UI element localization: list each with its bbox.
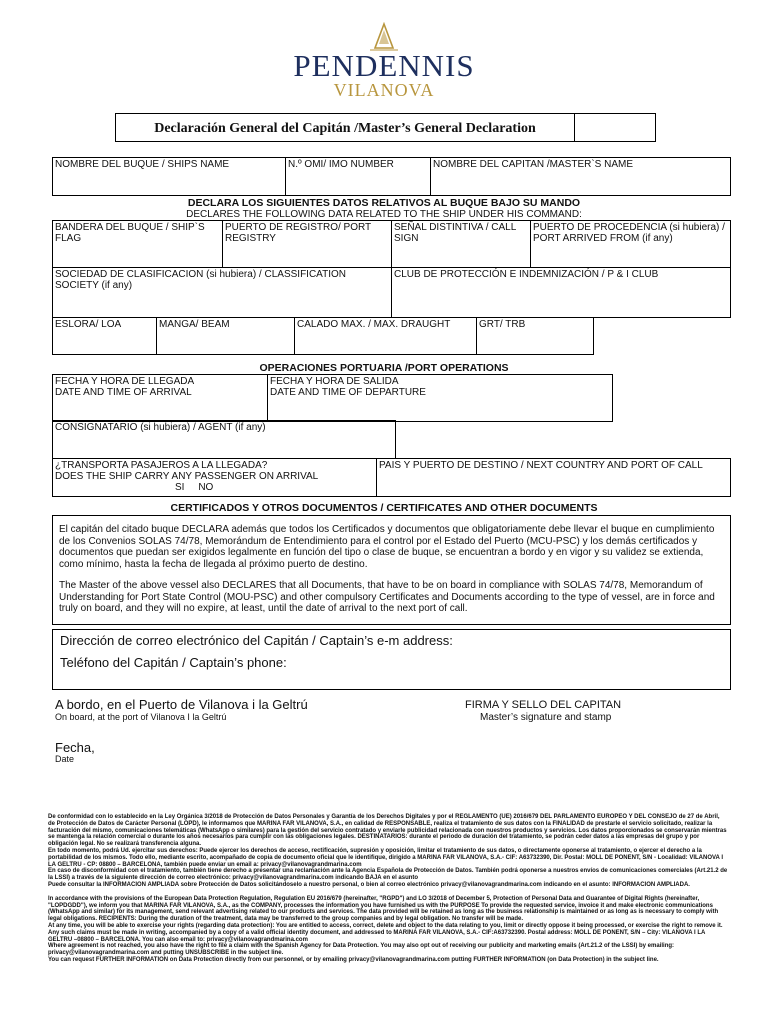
legal-paragraph: Where agreement is not reached, you also have the right to file a claim with the Spanish Agency for Data Protection. You may also opt out of receiving our publicity and marketing emails (Art.21.2 of the LSSI) by emailing: privacy@vilanovagrandmarina.com and putting UNSUBSCRIBE in the subject line.: [48, 943, 675, 957]
brand-sub: VILANOVA: [333, 80, 435, 100]
agent-field[interactable]: CONSIGNATARIO (si hubiera) / AGENT (if any): [52, 420, 396, 459]
flag-field[interactable]: BANDERA DEL BUQUE / SHIP`S FLAG: [52, 220, 223, 268]
legal-paragraph: Puede consultar la INFORMACION AMPLIADA sobre Protección de Datos solicitándoselo a nuestro personal, o bien al correo electrónico privacy@vilanovagrandmarina.com indicando en el asunto: INFORMACION AMPLIADA.: [48, 881, 690, 888]
contact-box: [52, 629, 731, 690]
legal-paragraph: En caso de disconformidad con el tratamiento, también tiene derecho a presentar una reclamación ante la Agencia Española de Protección de Datos. También podrá oponerse a nuestros envíos de comunicaciones comerciales (Art.21.2 de la LSSI) a través de la siguiente dirección de correo electrónico: privacy@vilanovagrandmarina.com indicando BAJA en el asunto: [48, 868, 728, 882]
page-title: Declaración General del Capitán /Master’s General Declaration: [115, 113, 575, 142]
ship-name-field[interactable]: NOMBRE DEL BUQUE / SHIPS NAME: [52, 157, 286, 196]
port-from-field[interactable]: PUERTO DE PROCEDENCIA (si hubiera) / PORT ARRIVED FROM (if any): [530, 220, 731, 268]
declares-heading: DECLARA LOS SIGUIENTES DATOS RELATIVOS AL BUQUE BAJO SU MANDO: [187, 197, 581, 209]
captain-phone-field[interactable]: Teléfono del Capitán / Captain’s phone:: [60, 655, 287, 670]
legal-notice: [48, 814, 728, 964]
legal-paragraph: You can request FURTHER INFORMATION on Data Protection directly from our personnel, or by emailing privacy@vilanovagrandmarina.com putting FURTHER INFORMATION (on Data Protection) in the subject line.: [48, 956, 659, 963]
classification-society-field[interactable]: SOCIEDAD DE CLASIFICACION (si hubiera) / CLASSIFICATION SOCIETY (if any): [52, 267, 392, 318]
pi-club-field[interactable]: CLUB DE PROTECCIÓN E INDEMNIZACIÓN / P & I CLUB: [391, 267, 731, 318]
arrival-datetime-field[interactable]: FECHA Y HORA DE LLEGADA DATE AND TIME OF ARRIVAL: [52, 374, 268, 422]
onboard-text-es: A bordo, en el Puerto de Vilanova i la Geltrú: [55, 697, 308, 712]
captain-email-field[interactable]: Dirección de correo electrónico del Capitán / Captain’s e-m address:: [60, 633, 453, 648]
imo-number-field[interactable]: N.º OMI/ IMO NUMBER: [285, 157, 431, 196]
legal-paragraph: In accordance with the provisions of the European Data Protection Regulation, Regulation EU 2016/679 (hereinafter, "RGPD") and LO 3/2018 of December 5, Protection of Personal Data and Guarantee of Digital Rights (hereinafter, "LOPDGDD"), we inform you that MARINA FAR VILANOVA, S.A., as the COMPANY, processes the information you have furnished us with the PURPOSE To provide the requested service, invoice it and make electronic communications (WhatsApp and similar) for its management, send relevant advertising related to our products and services. The data provided will be retained as long as the business relationship is maintained or as long as is necessary to comply with legal obligations. RECIPIENTS: During the duration of the treatment, data may be transferred to the group companies and by legal obligation. No transfer will be made.: [48, 895, 719, 923]
call-sign-field[interactable]: SEÑAL DISTINTIVA / CALL SIGN: [391, 220, 531, 268]
grt-field[interactable]: GRT/ TRB: [476, 317, 594, 355]
beam-field[interactable]: MANGA/ BEAM: [156, 317, 295, 355]
signature-label-en: Master’s signature and stamp: [480, 712, 612, 723]
certificates-text-en: The Master of the above vessel also DECLARES that all Documents, that have to be on board in compliance with SOLAS 74/78, Memorandum of Understanding for Port State Control (MOU-PSC) and other compulsory Certificates and Documents according to the type of vessel, are in force and truly on board, and they will no expire, at least, until the date of arrival to the next port of call.: [59, 580, 715, 614]
next-port-field[interactable]: PAIS Y PUERTO DE DESTINO / NEXT COUNTRY AND PORT OF CALL: [376, 458, 731, 497]
captain-name-field[interactable]: NOMBRE DEL CAPITAN /MASTER`S NAME: [430, 157, 731, 196]
date-label-en: Date: [55, 754, 75, 764]
legal-paragraph: En todo momento, podrá Ud. ejercitar sus derechos: Puede ejercer los derechos de acceso, rectificación, supresión y oposición, limitar el tratamiento de sus datos, o directamente oponerse al tratamiento, o ejercer el derecho a la portabilidad de los mismos. Todo ello, mediante escrito, acompañado de copia de documento oficial que le identifique, dirigido a MARINA FAR VILANOVA, S.A.- CIF: A63732390, Dir. Postal: MOLL DE PONENT, S/N - Localidad: VILANOVA I LA GELTRU - CP: 08800 – BARCELONA, también puede enviar un email a: privacy@vilanovagrandmarina.com: [48, 847, 723, 868]
legal-paragraph: De conformidad con lo establecido en la Ley Orgánica 3/2018 de Protección de Datos Personales y Garantía de los Derechos Digitales y por el REGLAMENTO (UE) 2016/679 DEL PARLAMENTO EUROPEO Y DEL CONSEJO de 27 de Abril, de Protección de Datos de Carácter Personal (LOPD), le informamos que MARINA FAR VILANOVA, S.A., en calidad de RESPONSABLE, realiza el tratamiento de sus datos con la FINALIDAD de prestarle el servicio solicitado, realizar la facturación del mismo, comunicaciones telemáticas (WhatsApp o similares) para la gestión del servicio contratado y enviarle publicidad relacionada con nuestros productos y servicios. Los datos proporcionados se conservarán mientras se mantenga la relación comercial o durante los años necesarios para cumplir con las obligaciones legales. DESTINATARIOS: durante el periodo de duración del tratamiento, se podrán ceder datos a las empresas del grupo y por obligación legal. No se realizará transferencia alguna.: [48, 814, 727, 848]
certificates-box: [52, 515, 731, 625]
loa-field[interactable]: ESLORA/ LOA: [52, 317, 157, 355]
departure-datetime-field[interactable]: FECHA Y HORA DE SALIDA DATE AND TIME OF DEPARTURE: [267, 374, 613, 422]
draught-field[interactable]: CALADO MAX. / MAX. DRAUGHT: [294, 317, 477, 355]
brand-name: PENDENNIS: [293, 48, 475, 83]
title-side-box: [574, 113, 656, 142]
onboard-text-en: On board, at the port of Vilanova I la Geltrú: [55, 712, 227, 722]
port-operations-heading: OPERACIONES PORTUARIA /PORT OPERATIONS: [259, 362, 509, 374]
legal-spacer: [48, 889, 728, 896]
certificates-heading: CERTIFICADOS Y OTROS DOCUMENTOS / CERTIFICATES AND OTHER DOCUMENTS: [170, 502, 598, 514]
declares-subheading: DECLARES THE FOLLOWING DATA RELATED TO THE SHIP UNDER HIS COMMAND:: [186, 209, 582, 220]
certificates-text-es: El capitán del citado buque DECLARA además que todos los Certificados y documentos que obligatoriamente debe llevar el buque en cumplimiento de los Convenios SOLAS 74/78, Memorándum de Entendimiento para el control por el Estado del Puerto (MCU-PSC) y los demás certificados y documentos que puedan ser exigidos legalmente en función del tipo o clase de buque, se encuentran a bordo y en vigor y su validez se extienda, como mínimo, hasta la fecha de llegada al próximo puerto de destino.: [59, 524, 715, 570]
legal-paragraph: At any time, you will be able to exercise your rights (regarding data protection): You are entitled to access, correct, delete and object to the data relating to you, limit or directly oppose it being processed, or exercise the right to remove it. Any such claims must be made in writing, accompanied by a copy of a valid official identity document, and addressed to MARINA FAR VILANOVA, S.A.- CIF:A63732390. Postal address: MOLL DE PONENT, S/N – City: VILANOVA I LA GELTRU –08800 – BARCELONA. You can also email to: privacy@vilanovagrandmarina.com: [48, 922, 723, 943]
date-label-es: Fecha,: [55, 740, 95, 755]
port-registry-field[interactable]: PUERTO DE REGISTRO/ PORT REGISTRY: [222, 220, 392, 268]
signature-label-es: FIRMA Y SELLO DEL CAPITAN: [465, 699, 622, 711]
passengers-field[interactable]: ¿TRANSPORTA PASAJEROS A LA LLEGADA? DOES THE SHIP CARRY ANY PASSENGER ON ARRIVAL: [52, 458, 377, 497]
yes-no-options[interactable]: SI NO: [175, 482, 214, 493]
